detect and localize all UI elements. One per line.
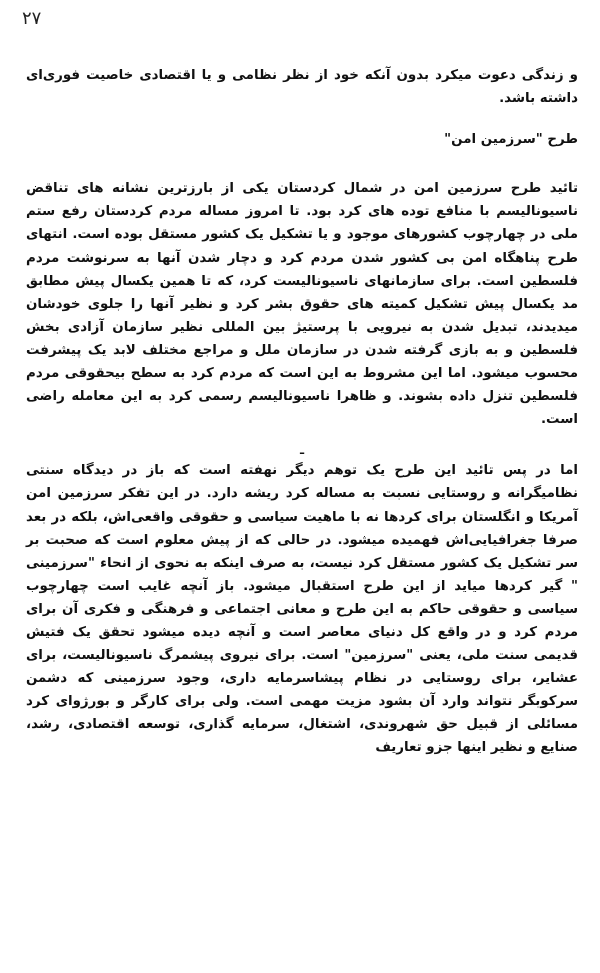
page-body	[26, 64, 578, 760]
paragraph-2: اما در پس تائید این طرح یک توهم دیگر نهفته است که باز در دیدگاه سنتی نظامیگرانه و روستایی نسبت به مساله کرد ریشه دارد. در این تفکر سرزمین امن آمریکا و انگلستان برای کردها نه با ماهیت سیاسی و حقوقی واقعی‌اش، بلکه در بعد صرفا جغرافیایی‌اش فهمیده میشود. در حالی که از پیش معلوم است که صحبت بر سر تشکیل یک کشور مستقل کرد نیست، به صرف اینکه به نحوی از انحاء "سرزمینی " گیر کردها میاید از این طرح استقبال میشود. باز آنچه غایب است چهارچوب سیاسی و حقوقی حاکم به این طرح و معانی اجتماعی و فرهنگی و فکری آن برای مردم کرد و در واقع کل دنیای معاصر است و آنچه دیده میشود تحقق یک فتیش قدیمی سنت ملی، یعنی "سرزمین" است. برای نیروی پیشمرگ ناسیونالیست، برای عشایر، برای روستایی در نظام پیشاسرمایه داری، وجود سرزمینی که دشمن سرکوبگر نتواند وارد آن بشود مزیت مهمی است. ولی برای کارگر و بورژوای کرد مسائلی از قبیل حق شهروندی، اشتغال، سرمایه گذاری، توسعه اقتصادی، رشد، صنایع و نظیر اینها جزو تعاریف	[26, 463, 578, 756]
paragraph-1: تائید طرح سرزمین امن در شمال کردستان یکی از بارزترین نشانه های تناقض ناسیونالیسم با منافع توده های کرد بود. تا امروز مساله مردم کردستان رفع ستم ملی در چهارچوب کشورهای موجود و یا تشکیل یک کشور مستقل بوده است. انتهای طرح پناهگاه امن بی کشور شدن مردم کرد و دچار شدن آنها به سرنوشت مردم فلسطین است. برای سازمانهای ناسیونالیست کرد، که تا همین یکسال پیش مطابق مد یکسال پیش تشکیل کمیته های حقوق بشر کرد و نظیر آنها را جلوی خودشان میدیدند، تبدیل شدن به نیرویی با پرستیژ بین المللی نظیر سازمان آزادی بخش فلسطین و به بازی گرفته شدن در سازمان ملل و مراجع مختلف لابد یک پیشرفت محسوب میشود. اما این مشروط به این است که مردم کرد به سطح بیحقوقی مردم فلسطین تنزل داده بشوند. و ظاهرا ناسیونالیسم رسمی کرد به این معامله راضی است.	[26, 181, 578, 428]
section-heading: طرح "سرزمین امن"	[444, 132, 578, 148]
section-separator: ـ	[299, 443, 305, 458]
page-number: ۲۷	[22, 8, 42, 29]
intro-paragraph: و زندگی دعوت میکرد بدون آنکه خود از نظر نظامی و یا اقتصادی خاصیت فوری‌ای داشته باشد.	[26, 68, 578, 107]
